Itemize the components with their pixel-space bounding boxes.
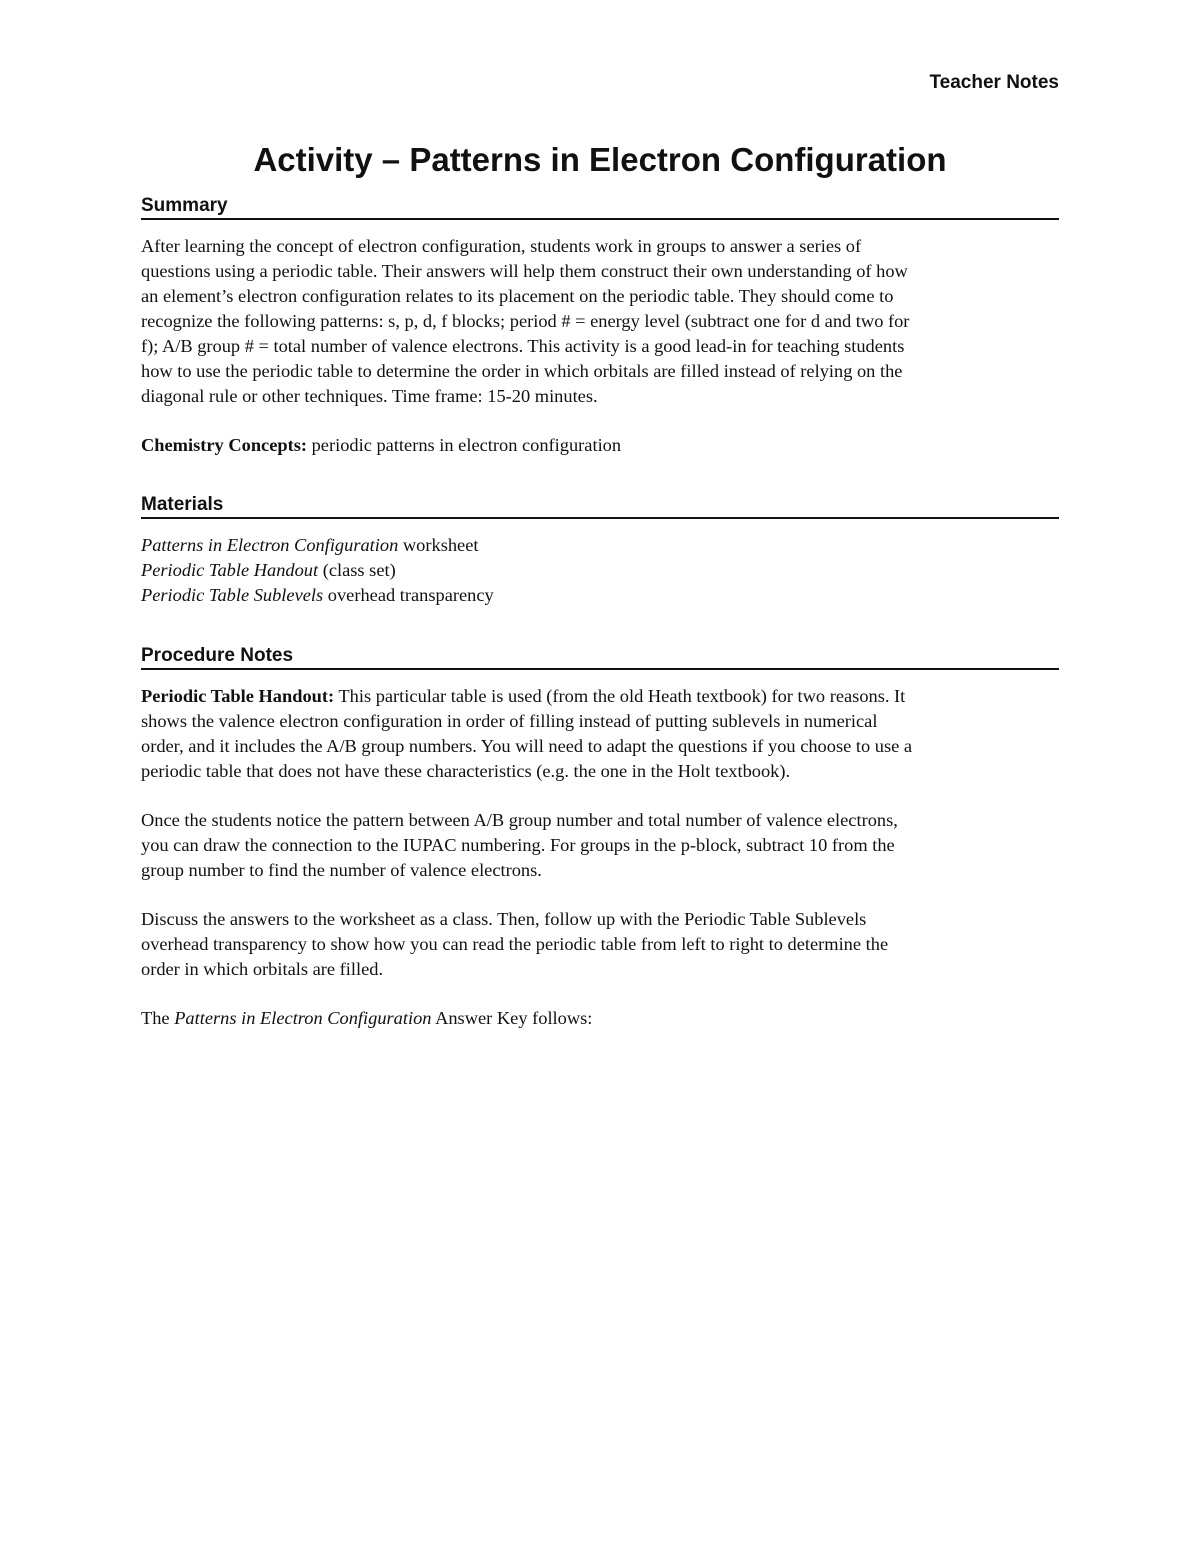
material-title: Periodic Table Handout	[141, 560, 319, 580]
material-detail: worksheet	[398, 535, 479, 555]
page-title: Activity – Patterns in Electron Configuration	[253, 141, 947, 178]
materials-list	[141, 533, 1059, 608]
summary-heading: Summary	[141, 195, 1059, 220]
procedure-paragraph-2	[141, 808, 1059, 883]
material-title: Periodic Table Sublevels	[141, 585, 324, 605]
procedure-paragraph-1	[141, 684, 1059, 784]
teacher-notes-label: Teacher Notes	[929, 72, 1059, 93]
summary-line: After learning the concept of electron configuration, students work in groups to answer a series of	[141, 236, 862, 256]
procedure-line: order in which orbitals are filled.	[141, 959, 384, 979]
summary-paragraph	[141, 234, 1059, 409]
chemistry-concepts-label: Chemistry Concepts:	[141, 435, 308, 455]
materials-item	[141, 558, 1059, 583]
procedure-line: overhead transparency to show how you can read the periodic table from left to right to determine the	[141, 934, 889, 954]
summary-line: recognize the following patterns: s, p, d, f blocks; period # = energy level (subtract one for d and two for	[141, 311, 910, 331]
procedure-line: Discuss the answers to the worksheet as a class. Then, follow up with the Periodic Table Sublevels	[141, 909, 867, 929]
procedure-line-text: This particular table is used (from the old Heath textbook) for two reasons. It	[334, 686, 906, 706]
summary-line: questions using a periodic table. Their answers will help them construct their own understanding of how	[141, 261, 908, 281]
material-detail: overhead transparency	[323, 585, 494, 605]
answer-key-title: Patterns in Electron Configuration	[174, 1008, 432, 1028]
procedure-line: group number to find the number of valence electrons.	[141, 860, 542, 880]
procedure-line	[141, 684, 1059, 709]
answer-key-suffix: Answer Key follows:	[431, 1008, 593, 1028]
answer-key-prefix: The	[141, 1008, 175, 1028]
materials-item	[141, 533, 1059, 558]
procedure-line: Once the students notice the pattern between A/B group number and total number of valence electrons,	[141, 810, 898, 830]
summary-line: diagonal rule or other techniques. Time frame: 15-20 minutes.	[141, 386, 598, 406]
procedure-line: shows the valence electron configuration in order of filling instead of putting sublevels in numerical	[141, 711, 878, 731]
materials-item	[141, 583, 1059, 608]
materials-heading: Materials	[141, 494, 1059, 519]
material-title: Patterns in Electron Configuration	[141, 535, 399, 555]
periodic-table-handout-label: Periodic Table Handout:	[141, 686, 335, 706]
chemistry-concepts	[141, 433, 1059, 458]
procedure-paragraph-4	[141, 1006, 1059, 1031]
procedure-paragraph-3	[141, 907, 1059, 982]
procedure-line: order, and it includes the A/B group numbers. You will need to adapt the questions if you choose to use a	[141, 736, 913, 756]
procedure-line: you can draw the connection to the IUPAC numbering. For groups in the p-block, subtract 10 from the	[141, 835, 895, 855]
summary-line: f); A/B group # = total number of valence electrons. This activity is a good lead-in for teaching students	[141, 336, 905, 356]
summary-line: an element’s electron configuration relates to its placement on the periodic table. They should come to	[141, 286, 894, 306]
procedure-line: periodic table that does not have these characteristics (e.g. the one in the Holt textbook).	[141, 761, 791, 781]
material-detail: (class set)	[318, 560, 396, 580]
chemistry-concepts-text: periodic patterns in electron configuration	[307, 435, 622, 455]
procedure-heading: Procedure Notes	[141, 645, 1059, 670]
summary-line: how to use the periodic table to determine the order in which orbitals are filled instead of relying on the	[141, 361, 903, 381]
